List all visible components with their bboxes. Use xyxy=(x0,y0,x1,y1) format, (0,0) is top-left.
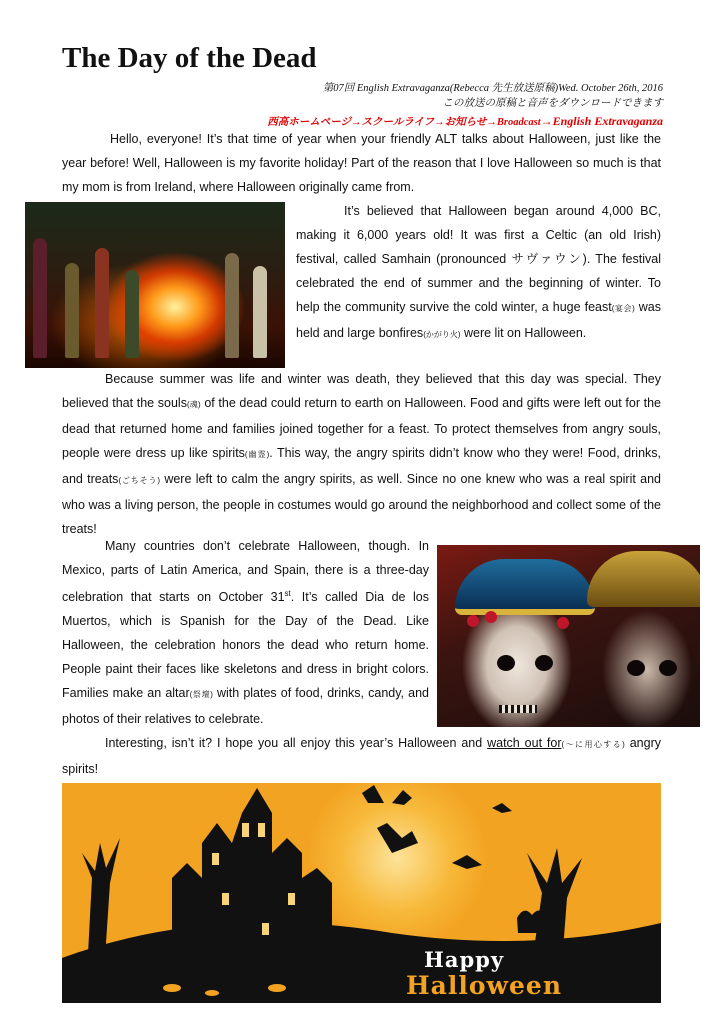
gloss-spirits: (幽霊) xyxy=(244,450,270,459)
watch-out-phrase: watch out for xyxy=(487,736,562,750)
paragraph-intro: Hello, everyone! It’s that time of year when your friendly ALT talks about Halloween, just like the year before! Well, Halloween is my favorite holiday! Part of the reason that I love Halloween so much is that my mom is from Ireland, where Halloween originally came from. xyxy=(62,132,661,194)
breadcrumb-path[interactable]: 西高ホームページ→スクールライフ→お知らせ→Broadcast xyxy=(267,117,541,128)
muertos-text-3: with plates of food, drinks, candy, and photos of their relatives to celebrate. xyxy=(62,686,429,727)
gloss-souls: (魂) xyxy=(186,400,201,409)
samhain-text-3: were lit on Halloween. xyxy=(460,326,587,340)
muertos-text-1: Many countries don’t celebrate Halloween, though. In Mexico, parts of Latin America, and Spain, there is a three-day celebration that starts on October 31 xyxy=(62,539,429,605)
paragraph-dia-de-los-muertos xyxy=(62,534,429,731)
souls-text-4: were left to calm the angry spirits, as well. Since no one knew who was a real spirit and who was a living person, the people in costumes would go around the neighborhood and collect some of the treats! xyxy=(62,472,662,536)
samhain-text-1: It’s believed that Halloween began around 4,000 BC, making it 6,000 years old! It was first a Celtic (an old Irish) festival, called Samhain (pronounced サヴァウン). The festival celebrated the end of summer and the beginning of winter. To help the community survive the cold winter, a huge feast xyxy=(296,204,661,314)
closing-text-2: angry spirits! xyxy=(62,736,661,776)
gloss-watch-out: (～に用心する) xyxy=(561,740,625,749)
souls-text-3: . This way, the angry spirits didn’t know who they were! Food, drinks, and treats xyxy=(62,446,661,486)
gloss-feast: (宴会) xyxy=(611,304,635,313)
banner-halloween: Halloween xyxy=(406,971,562,1000)
page-title: The Day of the Dead xyxy=(62,42,317,74)
skull-face-image xyxy=(437,545,700,727)
muertos-text-2: . It’s called Dia de los Muertos, which is Spanish for the Day of the Dead. Like Halloween, the celebration honors the dead who return home. People paint their faces like skeletons and dress in bright colors. Families make an altar xyxy=(62,590,430,701)
broadcast-meta: 第07回 English Extravaganza(Rebecca 先生放送原稿)Wed. October 26th, 2016 xyxy=(322,83,663,94)
souls-text-2: of the dead could return to earth on Halloween. Food and gifts were left out for the dead that returned home and families joined together for a feast. To protect themselves from angry souls, people were dress up like spirits xyxy=(62,396,662,460)
paragraph-samhain xyxy=(296,199,661,347)
breadcrumb-arrow: → xyxy=(540,114,553,128)
closing-text-1: Interesting, isn’t it? I hope you all enjoy this year’s Halloween and xyxy=(105,736,488,750)
gloss-altar: (祭壇) xyxy=(189,690,213,700)
gloss-treats: (ごちそう) xyxy=(118,476,160,485)
download-note: この放送の原稿と音声をダウンロードできます xyxy=(442,98,663,109)
souls-text-1: Because summer was life and winter was death, they believed that this day was special. They believed that the souls xyxy=(62,372,661,410)
ordinal-suffix: st xyxy=(284,589,291,598)
paragraph-closing xyxy=(62,731,661,781)
paragraph-souls xyxy=(62,367,661,541)
bonfire-image xyxy=(25,202,285,368)
halloween-silhouette xyxy=(62,783,661,1003)
halloween-banner xyxy=(62,783,661,1003)
gloss-bonfires: (かがり火) xyxy=(423,330,461,339)
samhain-text-2: was held and large bonfires xyxy=(296,300,662,340)
breadcrumb-current[interactable]: English Extravaganza xyxy=(552,114,663,128)
banner-happy: Happy xyxy=(424,947,505,972)
